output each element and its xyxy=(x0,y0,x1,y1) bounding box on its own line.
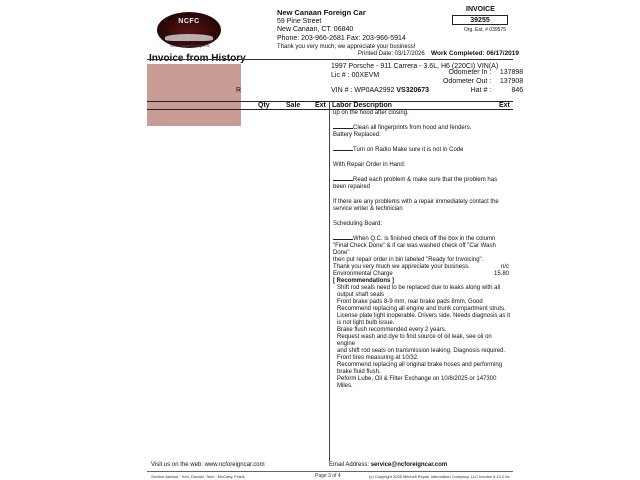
odometer-out: Odometer Out : 137908 xyxy=(443,78,524,85)
recommendation-item: Front brake pads 8-9 mm, rear brake pads 8mm, Good xyxy=(337,299,483,305)
recommendation-item: Shift rod seals need to be replaced due to leaks along with all xyxy=(337,285,501,291)
column-divider xyxy=(329,101,330,461)
company-name: New Canaan Foreign Car xyxy=(277,8,366,17)
header-divider xyxy=(147,59,513,60)
labor-line: Clean all fingerprints from hood and fenders. xyxy=(333,125,511,132)
work-completed-date: Work Completed: 06/17/2019 xyxy=(431,50,520,57)
invoice-label: INVOICE xyxy=(466,6,495,13)
odometer-in: Odometer In : 137898 xyxy=(448,69,524,76)
odometer-out-value: 137908 xyxy=(499,78,524,85)
hat-value: 846 xyxy=(511,87,524,94)
invoice-number: 39255 xyxy=(452,15,508,25)
labor-line: "Final Check Done" & if car was washed check off "Car Wash Done" xyxy=(333,243,496,256)
recommendations-list xyxy=(333,285,511,390)
company-logo xyxy=(157,12,221,48)
labor-line: up on the hood after closing. xyxy=(333,110,409,116)
labor-line: If there are any problems with a repair immediately contact the xyxy=(333,199,499,205)
car-silhouette-icon xyxy=(165,34,213,41)
footer-divider xyxy=(147,471,513,472)
email-address[interactable]: service@ncforeigncar.com xyxy=(370,462,448,468)
hat-number: Hat # : 846 xyxy=(470,87,524,94)
labor-line: then put repair order in bin labeled "Ready for Invoicing". xyxy=(333,257,484,263)
col-ext-labor: Ext xyxy=(499,102,510,109)
website-text: Visit us on the web: www.ncforeigncar.com xyxy=(151,462,265,468)
labor-description-body xyxy=(333,110,511,390)
labor-price: 15.80 xyxy=(493,271,509,277)
labor-line: Turn on Radio Make sure it is not in Code xyxy=(333,147,511,154)
labor-line-priced: Thank you very much we appreciate your business. n/c xyxy=(333,264,509,270)
redacted-text-tail: R xyxy=(236,87,242,94)
recommendation-item: is not light bulb issue. xyxy=(337,320,395,326)
labor-line-priced: Environmental Charge 15.80 xyxy=(333,271,509,277)
company-address-line1: 59 Pine Street xyxy=(277,17,322,25)
copyright: (c) Copyright 2026 Mitchell Repair Information Company, LLC Invoice 5.13.2.5e xyxy=(369,474,510,479)
recommendation-item: Request wash and dye to find source of oil leak, see oil on engine xyxy=(337,334,492,347)
company-thanks: Thank you very much, we appreciate your business! xyxy=(277,44,416,50)
page-number: Page 3 of 4 xyxy=(315,473,341,479)
vin-bold: VS320673 xyxy=(396,87,430,94)
labor-price: n/c xyxy=(500,264,509,270)
recommendation-item: output shaft seals xyxy=(337,292,385,298)
recommendation-item: and shift rod seals on transmission leaking. Diagnosis required. xyxy=(337,348,506,354)
col-sale: Sale xyxy=(286,102,301,109)
col-labor-description: Labor Description xyxy=(332,102,392,109)
labor-line: Battery Replaced: xyxy=(333,132,381,138)
labor-line: Scheduling Board: xyxy=(333,221,383,227)
labor-line: been repaired xyxy=(333,184,371,190)
recommendations-title: [ Recommendations ] xyxy=(333,278,395,284)
labor-line: Read each problem & make sure that the problem has xyxy=(333,177,511,184)
company-phone: Phone: 203-966-2681 Fax: 203-966-5914 xyxy=(277,34,406,42)
org-estimate-number: Org. Est. # 039575 xyxy=(464,27,506,33)
service-advisor: Service Advisor : Kim, Donald, Tech : McCarty, Frank xyxy=(151,474,245,479)
redacted-customer-block xyxy=(147,64,241,126)
vehicle-description: 1997 Porsche - 911 Carrera - 3.6L, H6 (220CI) VIN(A) xyxy=(331,63,499,70)
company-info xyxy=(277,9,415,52)
company-address-line2: New Canaan, CT. 06840 xyxy=(277,26,354,33)
recommendation-item: Recommend replacing all engine and trunk compartment struts. xyxy=(337,306,506,312)
recommendation-item: Front tires measuring at 10/32. xyxy=(337,355,419,361)
labor-line: service writer & technician xyxy=(333,206,403,212)
col-qty: Qty xyxy=(258,102,270,109)
vin-label: VIN # : WP0AA2992 xyxy=(331,87,397,94)
labor-line: When Q.C. is finished check off the box in the column xyxy=(333,236,511,243)
logo-caption: New Canaan Foreign Car xyxy=(170,44,210,48)
col-ext: Ext xyxy=(315,102,326,109)
recommendation-item: brake fluid flush. xyxy=(337,369,381,375)
email-text: Email Address: service@ncforeigncar.com xyxy=(329,462,448,468)
vin-number xyxy=(331,87,429,94)
recommendation-item: Peform Lube, Oil & Filter Exchange on 10/8/2025 or 147300 Miles. xyxy=(337,376,497,389)
recommendation-item: Recommend replacing all original brake hoses and performing xyxy=(337,362,503,368)
odometer-block xyxy=(443,68,523,95)
table-header xyxy=(147,101,513,110)
odometer-in-value: 137898 xyxy=(499,69,524,76)
recommendation-item: License plate light inoperable. Drivers side. Needs diagnosis as it xyxy=(337,313,511,319)
labor-line: With Repair Order in Hand: xyxy=(333,162,406,168)
logo-text: NCFC xyxy=(178,18,200,25)
license-number: Lic # : 00XEVM xyxy=(331,72,380,79)
recommendation-item: Brake flush recommended every 2 years. xyxy=(337,327,447,333)
printed-date: Printed Date: 03/17/2026 xyxy=(358,51,425,57)
